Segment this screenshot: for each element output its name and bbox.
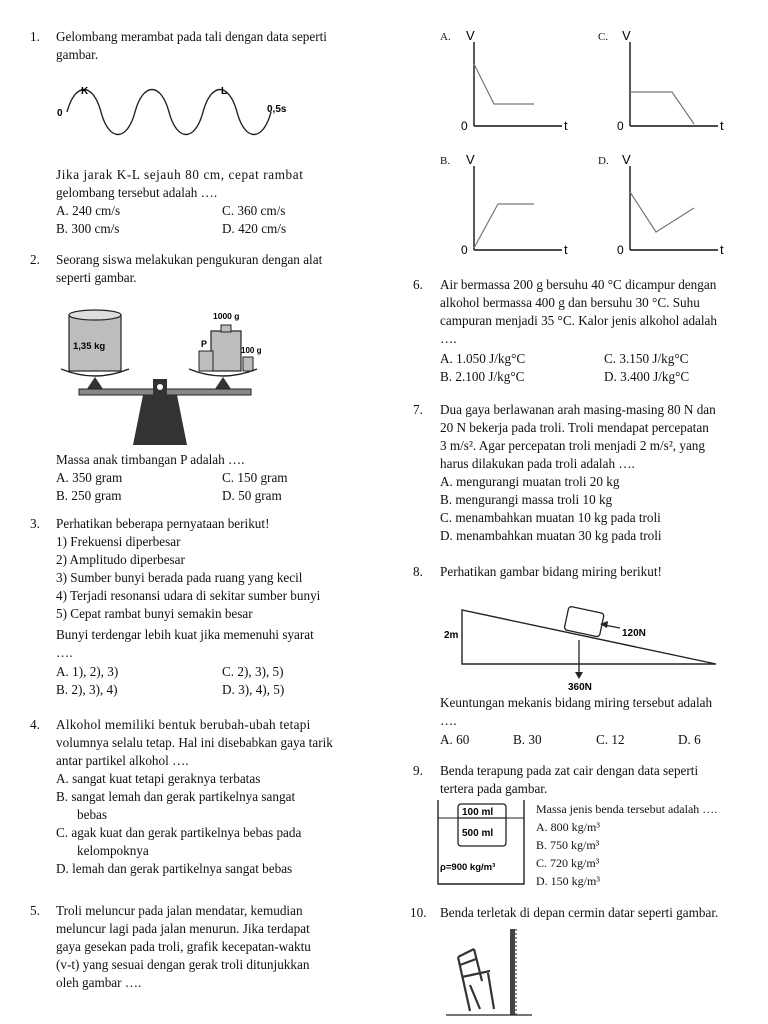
option-d[interactable]: D. lemah dan gerak partikelnya sangat bebas — [56, 861, 293, 876]
question-text: gelombang tersebut adalah …. — [56, 185, 218, 200]
option-a[interactable]: A. sangat kuat tetapi geraknya terbatas — [56, 771, 261, 786]
option-c[interactable]: C. 360 cm/s — [222, 203, 286, 218]
option-a[interactable]: A. 240 cm/s — [56, 203, 121, 218]
option-b[interactable]: B. mengurangi massa troli 10 kg — [440, 492, 613, 507]
question-number: 8. — [413, 564, 423, 579]
balance-figure — [55, 305, 275, 450]
question-stem-line: Seorang siswa melakukan pengukuran dengan alat — [56, 252, 323, 267]
option-b[interactable]: B. 300 cm/s — [56, 221, 120, 236]
option-c[interactable]: C. 150 gram — [222, 470, 288, 485]
question-text: …. — [56, 645, 73, 660]
option-d[interactable]: D. 3), 4), 5) — [222, 682, 285, 697]
weight-arrowhead — [575, 672, 583, 679]
option-c[interactable]: C. 3.150 J/kg°C — [604, 351, 689, 366]
axis-v-label: V — [466, 28, 475, 43]
question-stem-line: (v-t) yang sesuai dengan gerak troli ditunjukkan — [56, 957, 310, 972]
question-stem-line: campuran menjadi 35 °C. Kalor jenis alkohol adalah — [440, 313, 718, 328]
option-d[interactable]: D. 50 gram — [222, 488, 282, 503]
option-b[interactable]: B. 750 kg/m³ — [536, 838, 600, 852]
weight-1000g-label: 1000 g — [213, 311, 240, 321]
option-b[interactable]: B. 250 gram — [56, 488, 122, 503]
option-c[interactable]: C. menambahkan muatan 10 kg pada troli — [440, 510, 661, 525]
weight-100g-label: 100 g — [241, 346, 262, 355]
question-stem-line: oleh gambar …. — [56, 975, 142, 990]
question-stem-line: seperti gambar. — [56, 270, 137, 285]
option-a[interactable]: A. 800 kg/m³ — [536, 820, 600, 834]
pivot — [157, 384, 163, 390]
weight-100g — [243, 357, 253, 371]
option-d[interactable]: D. 3.400 J/kg°C — [604, 369, 690, 384]
jar-top — [69, 310, 121, 320]
volume-above-label: 100 ml — [462, 807, 494, 818]
option-d[interactable]: D. menambahkan muatan 30 kg pada troli — [440, 528, 662, 543]
graph-d-label: D. — [598, 155, 609, 167]
weight-p — [199, 351, 213, 371]
axis-v-label: V — [622, 28, 631, 43]
origin-label: 0 — [617, 119, 624, 133]
graph-a-label: A. — [440, 31, 451, 43]
statement-item: 3) Sumber bunyi berada pada ruang yang kecil — [56, 570, 303, 585]
question-stem-line: alkohol bermassa 400 g dan bersuhu 30 °C. Suhu — [440, 295, 700, 310]
force-label: 120N — [622, 628, 646, 639]
question-stem-line: tertera pada gambar. — [440, 781, 548, 796]
weight-1000g-knob — [221, 325, 231, 332]
option-d[interactable]: D. 150 kg/m³ — [536, 874, 600, 888]
wave-label-k: K — [81, 86, 89, 97]
statement-item: 4) Terjadi resonansi udara di sekitar sumber bunyi — [56, 588, 321, 603]
question-stem-line: antar partikel alkohol …. — [56, 753, 189, 768]
weight-p-label: P — [201, 339, 208, 349]
option-c[interactable]: C. 12 — [596, 732, 625, 747]
question-number: 10. — [410, 905, 427, 920]
incline-figure — [440, 600, 730, 695]
axis-t-label: t — [720, 242, 724, 257]
question-stem-line: Troli meluncur pada jalan mendatar, kemudian — [56, 903, 303, 918]
left-support — [87, 377, 103, 389]
wave-label-time: 0,5s — [267, 104, 287, 115]
vt-curve — [474, 204, 534, 248]
option-c[interactable]: C. 720 kg/m³ — [536, 856, 600, 870]
question-text: …. — [440, 713, 457, 728]
option-c[interactable]: C. 2), 3), 5) — [222, 664, 284, 679]
question-stem-line: gaya gesekan pada troli, grafik kecepatan-waktu — [56, 939, 311, 954]
question-number: 9. — [413, 763, 423, 778]
question-text: Jika jarak K-L sejauh 80 cm, cepat rambat — [56, 167, 304, 182]
option-b[interactable]: B. 2), 3), 4) — [56, 682, 118, 697]
option-a[interactable]: A. 60 — [440, 732, 470, 747]
incline-height-label: 2m — [444, 630, 459, 641]
vt-curve — [474, 64, 534, 104]
question-ask: Massa jenis benda tersebut adalah …. — [536, 802, 718, 816]
question-text: Bunyi terdengar lebih kuat jika memenuhi syarat — [56, 627, 314, 642]
graph-c-label: C. — [598, 31, 609, 43]
question-number: 4. — [30, 717, 40, 732]
density-label: ρ=900 kg/m³ — [440, 862, 496, 873]
question-number: 6. — [413, 277, 423, 292]
graph-b-label: B. — [440, 155, 451, 167]
question-stem: Perhatikan beberapa pernyataan berikut! — [56, 516, 270, 531]
option-b[interactable]: B. 2.100 J/kg°C — [440, 369, 525, 384]
jar-mass-label: 1,35 kg — [73, 341, 106, 352]
question-stem-line: harus dilakukan pada troli adalah …. — [440, 456, 635, 471]
question-stem-line: 20 N bekerja pada troli. Troli mendapat percepatan — [440, 420, 709, 435]
volume-total-label: 500 ml — [462, 828, 494, 839]
origin-label: 0 — [461, 119, 468, 133]
graph-c — [614, 26, 734, 136]
right-support — [215, 377, 231, 389]
question-stem-line: volumnya selalu tetap. Hal ini disebabkan gaya tarik — [56, 735, 333, 750]
option-d[interactable]: D. 420 cm/s — [222, 221, 287, 236]
question-stem-line: Gelombang merambat pada tali dengan data seperti — [56, 29, 327, 44]
graph-d — [614, 150, 734, 260]
option-b-cont[interactable]: bebas — [77, 807, 108, 822]
vt-curve — [630, 92, 694, 124]
option-b[interactable]: B. 30 — [513, 732, 542, 747]
option-d[interactable]: D. 6 — [678, 732, 701, 747]
question-stem-line: meluncur lagi pada jalan menurun. Jika terdapat — [56, 921, 310, 936]
float-figure — [436, 798, 532, 888]
question-stem-line: gambar. — [56, 47, 99, 62]
chair-icon — [458, 949, 494, 1011]
flat-mirror — [510, 929, 515, 1015]
question-stem-line: Alkohol memiliki bentuk berubah-ubah tetapi — [56, 717, 311, 732]
question-stem: Perhatikan gambar bidang miring berikut! — [440, 564, 662, 579]
question-text: Keuntungan mekanis bidang miring tersebut adalah — [440, 695, 713, 710]
option-a[interactable]: A. 1.050 J/kg°C — [440, 351, 526, 366]
option-a[interactable]: A. 350 gram — [56, 470, 123, 485]
question-number: 5. — [30, 903, 40, 918]
statement-item: 1) Frekuensi diperbesar — [56, 534, 181, 549]
question-stem-line: Benda terapung pada zat cair dengan data seperti — [440, 763, 699, 778]
axis-t-label: t — [564, 118, 568, 133]
wave-label-zero: 0 — [57, 108, 63, 119]
axis-v-label: V — [622, 152, 631, 167]
origin-label: 0 — [617, 243, 624, 257]
option-a[interactable]: A. mengurangi muatan troli 20 kg — [440, 474, 620, 489]
graph-a — [458, 26, 578, 136]
question-number: 7. — [413, 402, 423, 417]
question-number: 3. — [30, 516, 40, 531]
weight-1000g — [211, 331, 241, 371]
question-number: 2. — [30, 252, 40, 267]
axis-t-label: t — [720, 118, 724, 133]
option-a[interactable]: A. 1), 2), 3) — [56, 664, 119, 679]
origin-label: 0 — [461, 243, 468, 257]
question-stem: Benda terletak di depan cermin datar seperti gambar. — [440, 905, 719, 920]
question-stem-line: 3 m/s². Agar percepatan troli menjadi 2 m/s², yang — [440, 438, 705, 453]
statement-item: 2) Amplitudo diperbesar — [56, 552, 185, 567]
option-c-cont[interactable]: kelompoknya — [77, 843, 149, 858]
option-b[interactable]: B. sangat lemah dan gerak partikelnya sangat — [56, 789, 296, 804]
wave-label-l: L — [221, 86, 228, 97]
axis-v-label: V — [466, 152, 475, 167]
option-c[interactable]: C. agak kuat dan gerak partikelnya bebas pada — [56, 825, 302, 840]
question-text: Massa anak timbangan P adalah …. — [56, 452, 245, 467]
question-stem-line: Air bermassa 200 g bersuhu 40 °C dicampur dengan — [440, 277, 717, 292]
wave-curve — [67, 90, 271, 135]
graph-b — [458, 150, 578, 260]
balance-base — [133, 395, 187, 445]
question-number: 1. — [30, 29, 40, 44]
mirror-figure — [440, 925, 540, 1020]
weight-label: 360N — [568, 682, 592, 693]
axis-t-label: t — [564, 242, 568, 257]
statement-item: 5) Cepat rambat bunyi semakin besar — [56, 606, 253, 621]
wave-figure — [55, 82, 305, 142]
question-stem-line: …. — [440, 331, 457, 346]
question-stem-line: Dua gaya berlawanan arah masing-masing 80 N dan — [440, 402, 716, 417]
vt-curve — [630, 192, 694, 232]
